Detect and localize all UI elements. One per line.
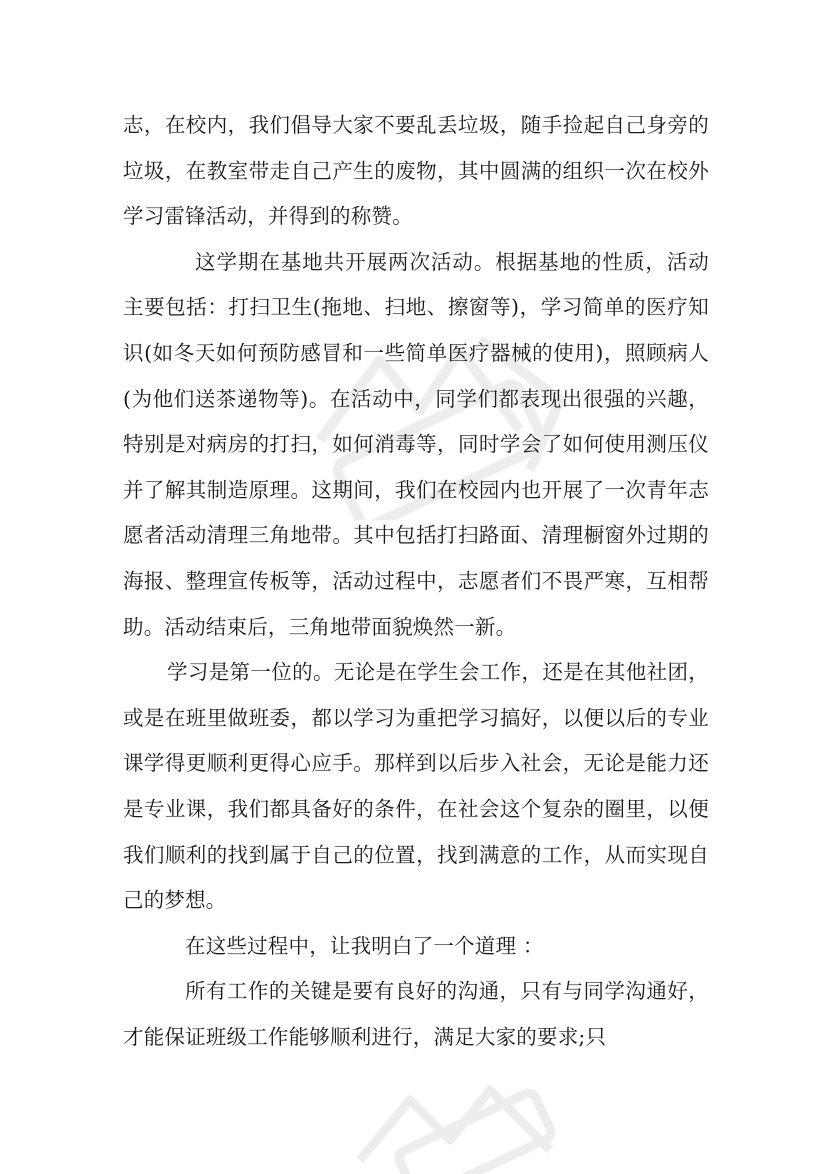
paragraph-3: 学习是第一位的。无论是在学生会工作，还是在其他社团，或是在班里做班委，都以学习为重把学习搞好，以便以后的专业课学得更顺利更得心应手。那样到以后步入社会，无论是能力还是专业课，我们都具备好的条件，在社会这个复杂的圈里，以便我们顺利的找到属于自己的位置，找到满意的工作，从而实现自己的梦想。: [123, 660, 709, 913]
paragraph-4: 在这些过程中，让我明白了一个道理 ：: [185, 933, 544, 958]
watermark-logo-bottom: [340, 1060, 600, 1174]
paragraph-1: 志，在校内，我们倡导大家不要乱丢垃圾，随手捡起自己身旁的垃圾，在教室带走自己产生的废物，其中圆满的组织一次在校外学习雷锋活动，并得到的称赞。: [123, 113, 709, 229]
paragraph-2: 这学期在基地共开展两次活动。根据基地的性质，活动主要包括：打扫卫生(拖地、扫地、擦窗等)，学习简单的医疗知识(如冬天如何预防感冒和一些简单医疗器械的使用)，照顾病人(为他们送茶递物等)。在活动中，同学们都表现出很强的兴趣，特别是对病房的打扫，如何消毒等，同时学会了如何使用测压仪并了解其制造原理。这期间，我们在校园内也开展了一次青年志愿者活动清理三角地带。其中包括打扫路面、清理橱窗外过期的海报、整理宣传板等，活动过程中，志愿者们不畏严寒，互相帮助。活动结束后，三角地带面貌焕然一新。: [123, 249, 709, 639]
paragraph-5: 所有工作的关键是要有良好的沟通，只有与同学沟通好，才能保证班级工作能够顺利进行，满足大家的要求;只: [123, 979, 709, 1049]
body-text: [123, 103, 709, 1060]
